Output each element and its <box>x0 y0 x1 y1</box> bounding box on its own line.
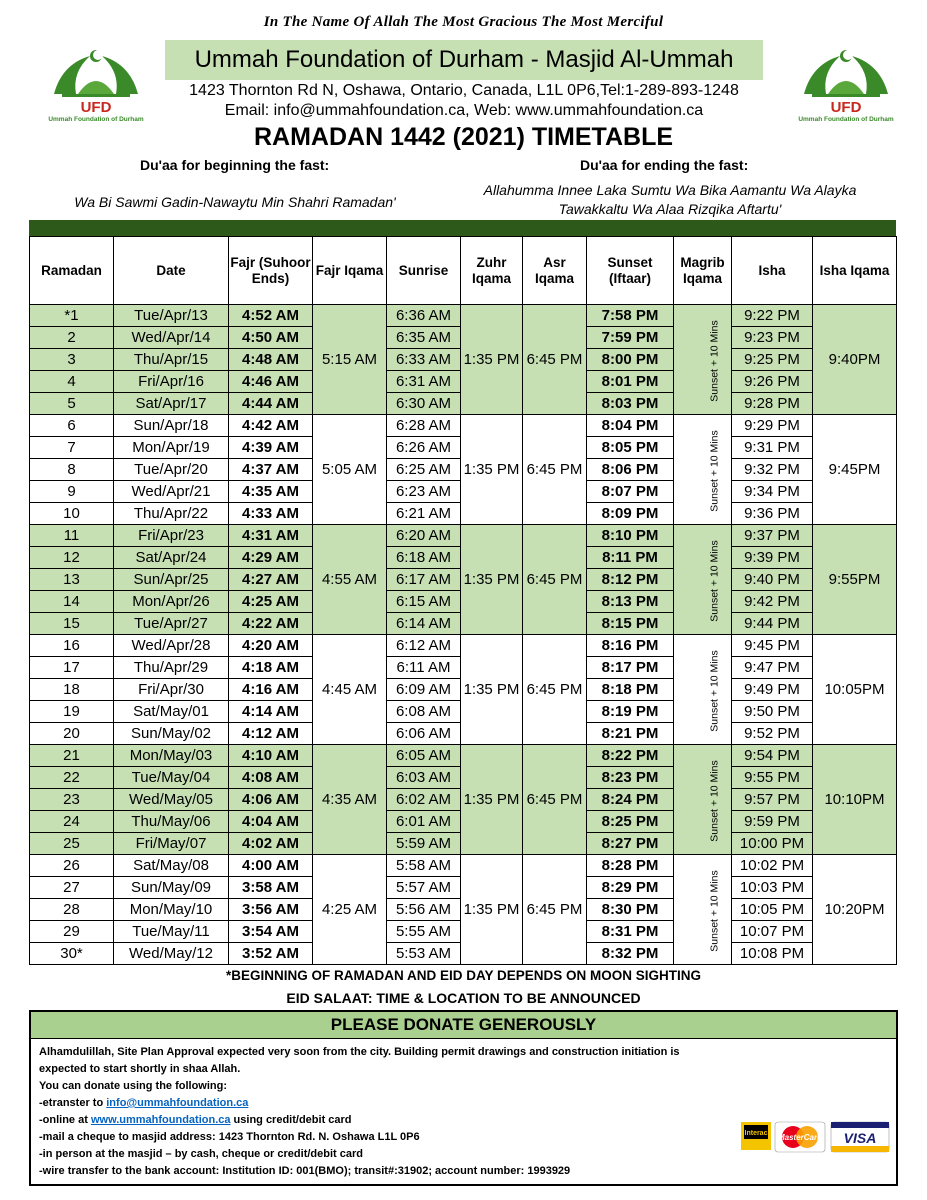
org-name: Ummah Foundation of Durham - Masjid Al-Ummah <box>165 40 763 80</box>
donate-line: expected to start shortly in shaa Allah. <box>39 1063 241 1075</box>
ramadan-day: 6 <box>30 415 114 437</box>
sunrise-time: 6:33 AM <box>387 349 461 371</box>
isha-iqama: 10:05PM <box>813 635 897 745</box>
isha-time: 9:57 PM <box>732 789 813 811</box>
sunrise-time: 6:35 AM <box>387 327 461 349</box>
visa-label: VISA <box>843 1130 877 1146</box>
date-cell: Fri/Apr/23 <box>114 525 229 547</box>
fajr-time: 4:44 AM <box>229 393 313 415</box>
date-cell: Thu/May/06 <box>114 811 229 833</box>
fajr-time: 4:25 AM <box>229 591 313 613</box>
sunset-time: 8:16 PM <box>587 635 674 657</box>
duaa-end-heading: Du'aa for ending the fast: <box>580 157 749 173</box>
zuhr-iqama: 1:35 PM <box>461 305 523 415</box>
sunset-time: 8:25 PM <box>587 811 674 833</box>
sunrise-time: 6:20 AM <box>387 525 461 547</box>
bismillah: In The Name Of Allah The Most Gracious The Most Merciful <box>263 14 664 30</box>
prayer-timetable <box>29 236 897 965</box>
ramadan-day: 15 <box>30 613 114 635</box>
isha-time: 9:42 PM <box>732 591 813 613</box>
donate-line: You can donate using the following: <box>39 1080 228 1092</box>
table-row <box>30 415 897 437</box>
sunset-time: 8:22 PM <box>587 745 674 767</box>
fajr-time: 4:22 AM <box>229 613 313 635</box>
date-cell: Tue/Apr/27 <box>114 613 229 635</box>
maghrib-iqama <box>674 855 732 965</box>
maghrib-iqama-text: Sunset + 10 Mins <box>708 320 721 402</box>
isha-time: 9:37 PM <box>732 525 813 547</box>
divider-bar <box>29 220 896 236</box>
zuhr-iqama: 1:35 PM <box>461 525 523 635</box>
week-group <box>30 525 897 635</box>
sunrise-time: 6:09 AM <box>387 679 461 701</box>
sunset-time: 8:03 PM <box>587 393 674 415</box>
date-cell: Thu/Apr/22 <box>114 503 229 525</box>
fajr-time: 4:12 AM <box>229 723 313 745</box>
sunset-time: 8:17 PM <box>587 657 674 679</box>
week-group <box>30 415 897 525</box>
sunrise-time: 6:15 AM <box>387 591 461 613</box>
isha-time: 9:44 PM <box>732 613 813 635</box>
sunrise-time: 5:56 AM <box>387 899 461 921</box>
fajr-iqama: 4:55 AM <box>313 525 387 635</box>
table-row <box>30 305 897 327</box>
ramadan-day: 28 <box>30 899 114 921</box>
sunrise-time: 6:14 AM <box>387 613 461 635</box>
ramadan-day: 27 <box>30 877 114 899</box>
ramadan-day: 22 <box>30 767 114 789</box>
fajr-time: 4:08 AM <box>229 767 313 789</box>
date-cell: Fri/May/07 <box>114 833 229 855</box>
isha-time: 9:50 PM <box>732 701 813 723</box>
sunrise-time: 6:21 AM <box>387 503 461 525</box>
table-row <box>30 635 897 657</box>
moon-sighting-note: *BEGINNING OF RAMADAN AND EID DAY DEPENDS ON MOON SIGHTING <box>225 968 702 983</box>
isha-iqama: 10:10PM <box>813 745 897 855</box>
sunrise-time: 6:08 AM <box>387 701 461 723</box>
maghrib-iqama-text: Sunset + 10 Mins <box>708 760 721 842</box>
visa-card-icon <box>831 1122 889 1152</box>
col-asr-iqama: Asr Iqama <box>523 237 587 305</box>
website-link[interactable]: www.ummahfoundation.ca <box>90 1114 231 1126</box>
ramadan-day: 4 <box>30 371 114 393</box>
fajr-time: 4:33 AM <box>229 503 313 525</box>
fajr-time: 4:02 AM <box>229 833 313 855</box>
fajr-time: 4:06 AM <box>229 789 313 811</box>
fajr-time: 4:18 AM <box>229 657 313 679</box>
isha-time: 9:45 PM <box>732 635 813 657</box>
zuhr-iqama: 1:35 PM <box>461 745 523 855</box>
duaa-begin-heading: Du'aa for beginning the fast: <box>140 157 330 173</box>
ramadan-day: 9 <box>30 481 114 503</box>
maghrib-iqama-text: Sunset + 10 Mins <box>708 540 721 622</box>
isha-time: 9:26 PM <box>732 371 813 393</box>
ramadan-day: 8 <box>30 459 114 481</box>
fajr-time: 3:56 AM <box>229 899 313 921</box>
sunset-time: 8:06 PM <box>587 459 674 481</box>
date-cell: Thu/Apr/15 <box>114 349 229 371</box>
fajr-time: 4:42 AM <box>229 415 313 437</box>
sunrise-time: 5:59 AM <box>387 833 461 855</box>
maghrib-iqama <box>674 305 732 415</box>
sunset-time: 8:15 PM <box>587 613 674 635</box>
sunrise-time: 5:55 AM <box>387 921 461 943</box>
date-cell: Mon/May/10 <box>114 899 229 921</box>
isha-time: 9:23 PM <box>732 327 813 349</box>
sunrise-time: 6:36 AM <box>387 305 461 327</box>
page-title: RAMADAN 1442 (2021) TIMETABLE <box>253 123 674 151</box>
mastercard-icon <box>775 1122 825 1152</box>
sunrise-time: 6:25 AM <box>387 459 461 481</box>
ramadan-day: *1 <box>30 305 114 327</box>
sunset-time: 8:19 PM <box>587 701 674 723</box>
sunrise-time: 6:30 AM <box>387 393 461 415</box>
sunrise-time: 6:02 AM <box>387 789 461 811</box>
interac-card-icon <box>741 1122 771 1150</box>
sunset-time: 8:05 PM <box>587 437 674 459</box>
sunset-time: 8:24 PM <box>587 789 674 811</box>
isha-time: 9:47 PM <box>732 657 813 679</box>
col-fajr-iqama: Fajr Iqama <box>313 237 387 305</box>
fajr-iqama: 5:15 AM <box>313 305 387 415</box>
sunset-time: 8:21 PM <box>587 723 674 745</box>
fajr-time: 4:50 AM <box>229 327 313 349</box>
col-maghrib-iqama: Magrib Iqama <box>674 237 732 305</box>
maghrib-iqama-text: Sunset + 10 Mins <box>708 870 721 952</box>
isha-time: 10:03 PM <box>732 877 813 899</box>
asr-iqama: 6:45 PM <box>523 855 587 965</box>
col-isha-iqama: Isha Iqama <box>813 237 897 305</box>
sunset-time: 8:11 PM <box>587 547 674 569</box>
fajr-time: 4:31 AM <box>229 525 313 547</box>
sunset-time: 8:23 PM <box>587 767 674 789</box>
sunset-time: 8:18 PM <box>587 679 674 701</box>
ramadan-day: 10 <box>30 503 114 525</box>
fajr-iqama: 5:05 AM <box>313 415 387 525</box>
isha-time: 9:39 PM <box>732 547 813 569</box>
ramadan-day: 20 <box>30 723 114 745</box>
ramadan-day: 13 <box>30 569 114 591</box>
org-contact: Email: info@ummahfoundation.ca, Web: www.ummahfoundation.ca <box>224 102 704 119</box>
ramadan-day: 25 <box>30 833 114 855</box>
sunrise-time: 6:28 AM <box>387 415 461 437</box>
fajr-time: 3:54 AM <box>229 921 313 943</box>
isha-iqama: 9:45PM <box>813 415 897 525</box>
col-ramadan: Ramadan <box>30 237 114 305</box>
logo-text-left: UFD <box>80 99 112 116</box>
date-cell: Tue/May/04 <box>114 767 229 789</box>
isha-time: 9:59 PM <box>732 811 813 833</box>
fajr-time: 4:20 AM <box>229 635 313 657</box>
fajr-time: 4:37 AM <box>229 459 313 481</box>
sunset-time: 8:01 PM <box>587 371 674 393</box>
date-cell: Sun/Apr/25 <box>114 569 229 591</box>
sunset-time: 8:09 PM <box>587 503 674 525</box>
isha-time: 10:02 PM <box>732 855 813 877</box>
asr-iqama: 6:45 PM <box>523 415 587 525</box>
isha-time: 9:32 PM <box>732 459 813 481</box>
sunrise-time: 6:17 AM <box>387 569 461 591</box>
logo-text-right: UFD <box>830 99 862 116</box>
sunrise-time: 5:58 AM <box>387 855 461 877</box>
asr-iqama: 6:45 PM <box>523 305 587 415</box>
isha-iqama: 10:20PM <box>813 855 897 965</box>
sunset-time: 8:29 PM <box>587 877 674 899</box>
header-row <box>30 237 897 305</box>
logo-subtext-left: Ummah Foundation of Durham <box>48 116 144 122</box>
ramadan-day: 14 <box>30 591 114 613</box>
asr-iqama: 6:45 PM <box>523 635 587 745</box>
col-sunrise: Sunrise <box>387 237 461 305</box>
date-cell: Sun/Apr/18 <box>114 415 229 437</box>
date-cell: Mon/Apr/26 <box>114 591 229 613</box>
date-cell: Tue/Apr/13 <box>114 305 229 327</box>
week-group <box>30 855 897 965</box>
sunset-time: 8:04 PM <box>587 415 674 437</box>
col-sunset: Sunset (Iftaar) <box>587 237 674 305</box>
isha-time: 9:25 PM <box>732 349 813 371</box>
fajr-time: 4:10 AM <box>229 745 313 767</box>
isha-time: 10:07 PM <box>732 921 813 943</box>
isha-time: 9:31 PM <box>732 437 813 459</box>
asr-iqama: 6:45 PM <box>523 745 587 855</box>
fajr-time: 4:52 AM <box>229 305 313 327</box>
date-cell: Sat/Apr/24 <box>114 547 229 569</box>
isha-time: 9:49 PM <box>732 679 813 701</box>
ramadan-day: 23 <box>30 789 114 811</box>
mastercard-label: MasterCard <box>777 1133 823 1142</box>
payment-cards <box>741 1116 891 1156</box>
fajr-time: 4:14 AM <box>229 701 313 723</box>
ramadan-day: 26 <box>30 855 114 877</box>
fajr-time: 3:58 AM <box>229 877 313 899</box>
ramadan-day: 11 <box>30 525 114 547</box>
eid-note: EID SALAAT: TIME & LOCATION TO BE ANNOUNCED <box>286 990 641 1006</box>
fajr-iqama: 4:35 AM <box>313 745 387 855</box>
logo-subtext-right: Ummah Foundation of Durham <box>798 116 894 122</box>
ramadan-day: 16 <box>30 635 114 657</box>
sunrise-time: 6:26 AM <box>387 437 461 459</box>
table-row <box>30 745 897 767</box>
isha-time: 9:29 PM <box>732 415 813 437</box>
donate-wire: -wire transfer to the bank account: Institution ID: 001(BMO); transit#:31902; account number: 1993929 <box>39 1165 571 1177</box>
sunrise-time: 6:11 AM <box>387 657 461 679</box>
fajr-time: 4:29 AM <box>229 547 313 569</box>
date-cell: Mon/May/03 <box>114 745 229 767</box>
sunrise-time: 5:57 AM <box>387 877 461 899</box>
ramadan-day: 2 <box>30 327 114 349</box>
ramadan-day: 24 <box>30 811 114 833</box>
ufd-logo-right <box>782 42 910 122</box>
date-cell: Sun/May/09 <box>114 877 229 899</box>
maghrib-iqama-text: Sunset + 10 Mins <box>708 650 721 732</box>
sunset-time: 7:58 PM <box>587 305 674 327</box>
duaa-end-text: Allahumma Innee Laka Sumtu Wa Bika Aamantu Wa Alayka Tawakkaltu Wa Alaa Rizqika Aftartu' <box>483 182 857 217</box>
org-address: 1423 Thornton Rd N, Oshawa, Ontario, Canada, L1L 0P6,Tel:1-289-893-1248 <box>189 82 739 99</box>
isha-time: 9:34 PM <box>732 481 813 503</box>
ramadan-day: 7 <box>30 437 114 459</box>
fajr-time: 4:46 AM <box>229 371 313 393</box>
maghrib-iqama <box>674 415 732 525</box>
sunset-time: 7:59 PM <box>587 327 674 349</box>
fajr-iqama: 4:25 AM <box>313 855 387 965</box>
week-group <box>30 745 897 855</box>
col-isha: Isha <box>732 237 813 305</box>
date-cell: Wed/May/05 <box>114 789 229 811</box>
etransfer-prefix: -etranster to <box>39 1097 107 1109</box>
ramadan-day: 19 <box>30 701 114 723</box>
sunset-time: 8:27 PM <box>587 833 674 855</box>
ramadan-day: 5 <box>30 393 114 415</box>
fajr-time: 3:52 AM <box>229 943 313 965</box>
zuhr-iqama: 1:35 PM <box>461 415 523 525</box>
ramadan-day: 12 <box>30 547 114 569</box>
isha-time: 9:55 PM <box>732 767 813 789</box>
asr-iqama: 6:45 PM <box>523 525 587 635</box>
sunset-time: 8:31 PM <box>587 921 674 943</box>
date-cell: Fri/Apr/16 <box>114 371 229 393</box>
donate-inperson: -in person at the masjid – by cash, cheque or credit/debit card <box>39 1148 363 1160</box>
sunset-time: 8:12 PM <box>587 569 674 591</box>
week-group <box>30 635 897 745</box>
sunrise-time: 6:01 AM <box>387 811 461 833</box>
maghrib-iqama <box>674 635 732 745</box>
isha-time: 9:52 PM <box>732 723 813 745</box>
donate-etransfer <box>39 1095 888 1112</box>
maghrib-iqama <box>674 745 732 855</box>
isha-time: 9:54 PM <box>732 745 813 767</box>
isha-time: 9:28 PM <box>732 393 813 415</box>
isha-iqama: 9:55PM <box>813 525 897 635</box>
fajr-time: 4:48 AM <box>229 349 313 371</box>
col-fajr: Fajr (Suhoor Ends) <box>229 237 313 305</box>
donate-cheque: -mail a cheque to masjid address: 1423 Thornton Rd. N. Oshawa L1L 0P6 <box>39 1131 420 1143</box>
ramadan-day: 30* <box>30 943 114 965</box>
date-cell: Tue/May/11 <box>114 921 229 943</box>
fajr-time: 4:16 AM <box>229 679 313 701</box>
sunrise-time: 6:31 AM <box>387 371 461 393</box>
ramadan-day: 3 <box>30 349 114 371</box>
sunrise-time: 6:06 AM <box>387 723 461 745</box>
ramadan-day: 17 <box>30 657 114 679</box>
ufd-logo-left <box>32 42 160 122</box>
isha-time: 9:36 PM <box>732 503 813 525</box>
etransfer-email-link[interactable]: info@ummahfoundation.ca <box>106 1097 249 1109</box>
zuhr-iqama: 1:35 PM <box>461 635 523 745</box>
sunrise-time: 6:12 AM <box>387 635 461 657</box>
donate-heading: PLEASE DONATE GENEROUSLY <box>31 1012 896 1039</box>
donate-box <box>29 1010 898 1186</box>
ramadan-day: 21 <box>30 745 114 767</box>
sunset-time: 8:07 PM <box>587 481 674 503</box>
date-cell: Wed/Apr/28 <box>114 635 229 657</box>
fajr-time: 4:35 AM <box>229 481 313 503</box>
date-cell: Sat/May/01 <box>114 701 229 723</box>
week-group <box>30 305 897 415</box>
date-cell: Wed/Apr/14 <box>114 327 229 349</box>
date-cell: Sat/May/08 <box>114 855 229 877</box>
sunrise-time: 6:23 AM <box>387 481 461 503</box>
zuhr-iqama: 1:35 PM <box>461 855 523 965</box>
maghrib-iqama-text: Sunset + 10 Mins <box>708 430 721 512</box>
fajr-time: 4:00 AM <box>229 855 313 877</box>
isha-time: 10:00 PM <box>732 833 813 855</box>
ramadan-day: 29 <box>30 921 114 943</box>
date-cell: Mon/Apr/19 <box>114 437 229 459</box>
fajr-time: 4:04 AM <box>229 811 313 833</box>
sunrise-time: 6:18 AM <box>387 547 461 569</box>
isha-time: 10:05 PM <box>732 899 813 921</box>
date-cell: Wed/May/12 <box>114 943 229 965</box>
online-prefix: -online at <box>39 1114 91 1126</box>
isha-time: 9:22 PM <box>732 305 813 327</box>
table-row <box>30 855 897 877</box>
col-zuhr-iqama: Zuhr Iqama <box>461 237 523 305</box>
maghrib-iqama <box>674 525 732 635</box>
date-cell: Wed/Apr/21 <box>114 481 229 503</box>
date-cell: Fri/Apr/30 <box>114 679 229 701</box>
isha-time: 10:08 PM <box>732 943 813 965</box>
duaa-begin-text: Wa Bi Sawmi Gadin-Nawaytu Min Shahri Ramadan' <box>74 194 396 210</box>
sunset-time: 8:28 PM <box>587 855 674 877</box>
sunrise-time: 6:05 AM <box>387 745 461 767</box>
date-cell: Sat/Apr/17 <box>114 393 229 415</box>
table-row <box>30 525 897 547</box>
sunrise-time: 5:53 AM <box>387 943 461 965</box>
sunset-time: 8:00 PM <box>587 349 674 371</box>
col-date: Date <box>114 237 229 305</box>
donate-line: Alhamdulillah, Site Plan Approval expected very soon from the city. Building permit drawings and construction initiation is <box>39 1046 680 1058</box>
sunset-time: 8:32 PM <box>587 943 674 965</box>
ramadan-day: 18 <box>30 679 114 701</box>
donate-body <box>31 1039 896 1185</box>
date-cell: Tue/Apr/20 <box>114 459 229 481</box>
interac-label: Interac <box>744 1130 768 1137</box>
sunset-time: 8:30 PM <box>587 899 674 921</box>
sunset-time: 8:10 PM <box>587 525 674 547</box>
fajr-time: 4:39 AM <box>229 437 313 459</box>
sunrise-time: 6:03 AM <box>387 767 461 789</box>
date-cell: Thu/Apr/29 <box>114 657 229 679</box>
sunset-time: 8:13 PM <box>587 591 674 613</box>
online-suffix: using credit/debit card <box>230 1114 352 1126</box>
fajr-time: 4:27 AM <box>229 569 313 591</box>
isha-iqama: 9:40PM <box>813 305 897 415</box>
date-cell: Sun/May/02 <box>114 723 229 745</box>
fajr-iqama: 4:45 AM <box>313 635 387 745</box>
isha-time: 9:40 PM <box>732 569 813 591</box>
